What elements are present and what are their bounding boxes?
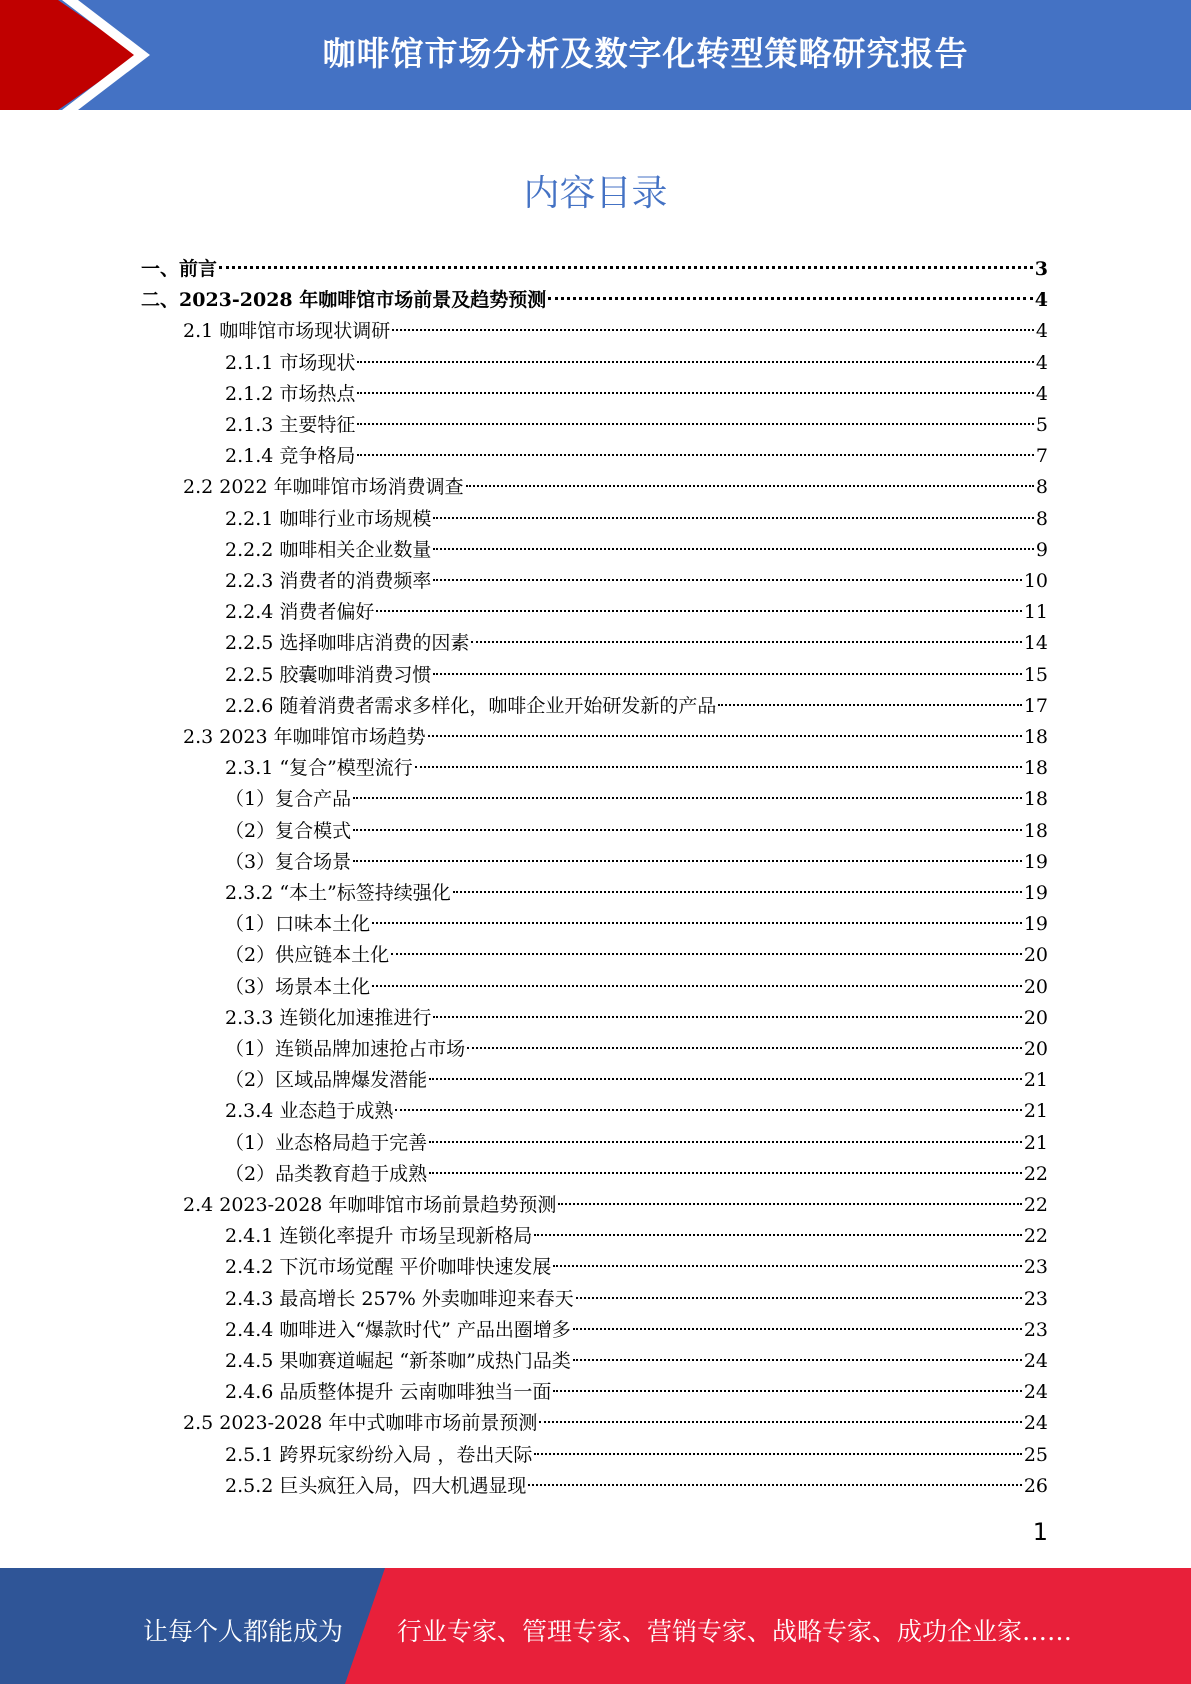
toc-entry-text: （1）连锁品牌加速抢占市场 — [225, 1038, 466, 1060]
toc-entry[interactable] — [225, 348, 1048, 379]
toc-entry[interactable] — [225, 535, 1048, 566]
toc-entry-page: 20 — [1023, 1006, 1048, 1029]
toc-entry-page: 23 — [1023, 1318, 1048, 1341]
toc-entry-text: 2.1 咖啡馆市场现状调研 — [183, 320, 391, 343]
toc-entry-page: 21 — [1023, 1069, 1048, 1092]
toc-entry[interactable] — [225, 1440, 1048, 1471]
toc-entry-page: 20 — [1023, 975, 1048, 998]
toc-entry-page: 24 — [1023, 1381, 1048, 1404]
toc-entry[interactable] — [225, 1315, 1048, 1346]
toc-entry[interactable] — [225, 972, 1048, 1003]
toc-dot-leader — [553, 1390, 1021, 1392]
toc-entry-text: 2.2.4 消费者偏好 — [225, 601, 375, 624]
toc-entry-page: 24 — [1023, 1350, 1048, 1372]
toc-entry-text: 2.3 2023 年咖啡馆市场趋势 — [183, 726, 426, 748]
footer-banner — [0, 1568, 1191, 1684]
page-number: 1 — [1032, 1518, 1048, 1546]
toc-dot-leader — [573, 1359, 1022, 1361]
toc-dot-leader — [353, 797, 1022, 799]
toc-entry-page: 8 — [1035, 476, 1048, 499]
toc-entry[interactable] — [225, 940, 1048, 971]
toc-entry-text: 2.5.1 跨界玩家纷纷入局 ，卷出天际 — [225, 1443, 533, 1466]
toc-entry[interactable] — [225, 1221, 1048, 1252]
toc-entry-page: 21 — [1023, 1100, 1048, 1123]
toc-entry[interactable] — [225, 1128, 1048, 1159]
toc-dot-leader — [539, 1421, 1021, 1423]
toc-entry[interactable] — [225, 1096, 1048, 1127]
toc-entry-page: 19 — [1023, 913, 1048, 936]
toc-entry-text: 2.4.1 连锁化率提升 市场呈现新格局 — [225, 1225, 533, 1248]
toc-entry-text: 2.3.4 业态趋于成熟 — [225, 1100, 394, 1123]
toc-entry-text: （1）复合产品 — [225, 788, 352, 811]
toc-dot-leader — [429, 1172, 1022, 1174]
toc-entry-page: 4 — [1035, 382, 1048, 405]
toc-entry-text: 2.2.6 随着消费者需求多样化，咖啡企业开始研发新的产品 — [225, 694, 717, 717]
toc-entry-text: （2）区域品牌爆发潜能 — [225, 1069, 428, 1092]
toc-dot-leader — [453, 891, 1022, 893]
toc-dot-leader — [471, 641, 1021, 643]
toc-entry-text: 2.1.4 竞争格局 — [225, 445, 356, 468]
toc-entry-page: 26 — [1023, 1474, 1048, 1497]
toc-dot-leader — [429, 1141, 1022, 1143]
toc-entry-page: 24 — [1023, 1412, 1048, 1435]
toc-entry[interactable] — [225, 1471, 1048, 1502]
header-banner — [0, 0, 1191, 110]
toc-entry-text: 2.4.4 咖啡进入“爆款时代” 产品出圈增多 — [225, 1318, 571, 1341]
toc-entry-text: 二、2023-2028 年咖啡馆市场前景及趋势预测 — [141, 289, 547, 312]
toc-entry-text: （2）供应链本土化 — [225, 944, 390, 967]
toc-entry-page: 11 — [1023, 601, 1048, 624]
toc-entry[interactable] — [183, 722, 1048, 753]
toc-entry-page: 4 — [1035, 320, 1048, 343]
toc-entry-text: 2.2.1 咖啡行业市场规模 — [225, 507, 432, 530]
toc-entry-text: 一、前言 — [141, 258, 218, 280]
report-title: 咖啡馆市场分析及数字化转型策略研究报告 — [322, 34, 969, 73]
toc-dot-leader — [548, 297, 1033, 300]
toc-entry[interactable] — [225, 441, 1048, 472]
toc-entry-text: 2.3.3 连锁化加速推进行 — [225, 1006, 432, 1029]
toc-entry[interactable] — [225, 504, 1048, 535]
toc-entry[interactable] — [225, 1003, 1048, 1034]
toc-entry-text: 2.2 2022 年咖啡馆市场消费调查 — [183, 476, 464, 499]
toc-entry[interactable] — [141, 285, 1048, 316]
toc-dot-leader — [534, 1453, 1021, 1455]
toc-entry[interactable] — [225, 1284, 1048, 1315]
toc-entry-page: 15 — [1023, 663, 1048, 686]
toc-entry[interactable] — [225, 410, 1048, 441]
toc-dot-leader — [433, 579, 1021, 581]
toc-entry-text: 2.4 2023-2028 年咖啡馆市场前景趋势预测 — [183, 1194, 557, 1216]
toc-entry-page: 20 — [1023, 944, 1048, 967]
toc-entry-page: 18 — [1023, 726, 1048, 748]
toc-entry-text: 2.1.3 主要特征 — [225, 414, 356, 436]
toc-entry[interactable] — [225, 597, 1048, 628]
toc-entry-page: 9 — [1035, 538, 1048, 561]
toc-entry-page: 5 — [1035, 414, 1048, 436]
toc-entry[interactable] — [225, 1377, 1048, 1408]
toc-entry-page: 19 — [1023, 882, 1048, 904]
toc-dot-leader — [395, 1109, 1021, 1111]
toc-entry-text: 2.4.2 下沉市场觉醒 平价咖啡快速发展 — [225, 1256, 552, 1279]
toc-dot-leader — [558, 1203, 1021, 1205]
footer-slogan-left: 让每个人都能成为 — [143, 1617, 344, 1646]
toc-dot-leader — [718, 704, 1021, 706]
toc-dot-leader — [357, 392, 1034, 394]
toc-entry-text: 2.2.2 咖啡相关企业数量 — [225, 538, 432, 561]
toc-entry-page: 4 — [1035, 351, 1048, 374]
toc-dot-leader — [353, 860, 1022, 862]
toc-entry[interactable] — [225, 847, 1048, 878]
toc-dot-leader — [376, 610, 1021, 612]
footer-slogan-right: 行业专家、管理专家、营销专家、战略专家、成功企业家…… — [397, 1617, 1073, 1646]
toc-dot-leader — [415, 766, 1022, 768]
toc-dot-leader — [576, 1297, 1022, 1299]
toc-entry-page: 10 — [1023, 570, 1048, 592]
toc-entry-text: （2）复合模式 — [225, 819, 352, 842]
toc-entry[interactable] — [225, 753, 1048, 784]
toc-entry[interactable] — [183, 316, 1048, 347]
toc-entry[interactable] — [225, 1346, 1048, 1377]
toc-dot-leader — [392, 329, 1034, 331]
toc-entry-text: 2.3.2 “本土”标签持续强化 — [225, 882, 451, 904]
toc-entry-page: 22 — [1023, 1194, 1048, 1216]
toc-dot-leader — [528, 1484, 1021, 1486]
toc-entry-text: （3）复合场景 — [225, 850, 352, 873]
toc-entry[interactable] — [225, 1159, 1048, 1190]
toc-dot-leader — [573, 1328, 1022, 1330]
toc-entry-text: 2.5 2023-2028 年中式咖啡市场前景预测 — [183, 1412, 538, 1435]
toc-dot-leader — [553, 1265, 1021, 1267]
toc-dot-leader — [372, 985, 1022, 987]
toc-dot-leader — [466, 485, 1034, 487]
toc-entry[interactable] — [225, 660, 1048, 691]
toc-entry[interactable] — [225, 691, 1048, 722]
toc-dot-leader — [428, 735, 1022, 737]
toc-entry-text: 2.1.2 市场热点 — [225, 382, 356, 405]
toc-entry-text: 2.1.1 市场现状 — [225, 351, 356, 374]
toc-entry-page: 8 — [1035, 507, 1048, 530]
toc-dot-leader — [467, 1047, 1022, 1049]
toc-entry-page: 18 — [1023, 819, 1048, 842]
toc-entry-text: 2.3.1 “复合”模型流行 — [225, 757, 413, 780]
toc-dot-leader — [357, 361, 1034, 363]
toc-entry-page: 22 — [1023, 1225, 1048, 1248]
toc-entry[interactable] — [225, 628, 1048, 659]
toc-entry-page: 23 — [1023, 1256, 1048, 1279]
toc-entry-text: （2）品类教育趋于成熟 — [225, 1162, 428, 1185]
toc-entry-text: 2.2.3 消费者的消费频率 — [225, 570, 432, 592]
toc-entry-text: 2.4.3 最高增长 257% 外卖咖啡迎来春天 — [225, 1287, 574, 1310]
toc-entry-text: 2.5.2 巨头疯狂入局，四大机遇显现 — [225, 1474, 527, 1497]
toc-dot-leader — [433, 673, 1021, 675]
toc-entry-text: 2.2.5 选择咖啡店消费的因素 — [225, 632, 470, 655]
toc-dot-leader — [433, 1016, 1021, 1018]
toc-dot-leader — [534, 1234, 1021, 1236]
toc-dot-leader — [219, 266, 1033, 269]
toc-entry[interactable] — [183, 1190, 1048, 1221]
toc-entry-page: 25 — [1023, 1443, 1048, 1466]
toc-entry-text: 2.2.5 胶囊咖啡消费习惯 — [225, 663, 432, 686]
toc-entry[interactable] — [141, 254, 1048, 285]
toc-entry-page: 19 — [1023, 850, 1048, 873]
toc-entry[interactable] — [225, 878, 1048, 909]
toc-entry[interactable] — [183, 472, 1048, 503]
toc-entry-page: 18 — [1023, 757, 1048, 780]
toc-entry-text: （1）业态格局趋于完善 — [225, 1131, 428, 1154]
toc-entry-page: 22 — [1023, 1162, 1048, 1185]
toc-dot-leader — [357, 423, 1034, 425]
toc-entry[interactable] — [225, 1034, 1048, 1065]
toc-entry-text: 2.4.5 果咖赛道崛起 “新茶咖”成热门品类 — [225, 1350, 571, 1372]
toc-entry-text: （3）场景本土化 — [225, 975, 371, 998]
toc-dot-leader — [433, 517, 1034, 519]
toc-entry-page: 7 — [1035, 445, 1048, 468]
toc-entry-text: （1）口味本土化 — [225, 913, 371, 936]
toc-entry-page: 23 — [1023, 1287, 1048, 1310]
toc-entry-page: 4 — [1034, 289, 1048, 312]
toc-entry[interactable] — [225, 566, 1048, 597]
toc-entry[interactable] — [225, 816, 1048, 847]
toc-entry-page: 3 — [1034, 258, 1048, 280]
toc-entry-page: 14 — [1023, 632, 1048, 655]
toc-entry[interactable] — [225, 1065, 1048, 1096]
toc-entry[interactable] — [225, 1252, 1048, 1283]
toc-entry-page: 20 — [1023, 1038, 1048, 1060]
toc-entry[interactable] — [225, 909, 1048, 940]
toc-entry-text: 2.4.6 品质整体提升 云南咖啡独当一面 — [225, 1381, 552, 1404]
toc-dot-leader — [391, 953, 1022, 955]
toc-dot-leader — [372, 922, 1022, 924]
toc-entry[interactable] — [225, 379, 1048, 410]
toc-dot-leader — [429, 1078, 1022, 1080]
toc-entry-page: 17 — [1023, 694, 1048, 717]
toc-dot-leader — [357, 454, 1034, 456]
toc-dot-leader — [353, 829, 1022, 831]
toc-entry[interactable] — [183, 1408, 1048, 1439]
toc-entry[interactable] — [225, 784, 1048, 815]
toc-dot-leader — [433, 548, 1034, 550]
toc-entry-page: 18 — [1023, 788, 1048, 811]
toc-entry-page: 21 — [1023, 1131, 1048, 1154]
toc-title: 内容目录 — [523, 173, 668, 214]
